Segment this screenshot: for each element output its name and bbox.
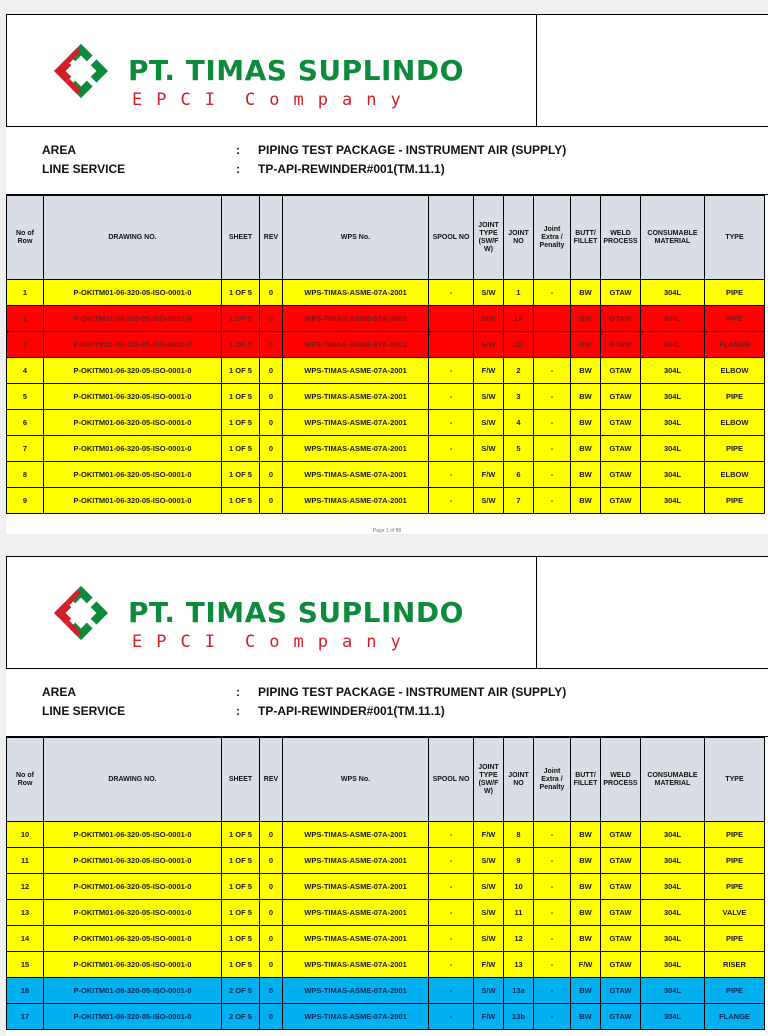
cell-joint-type: S/W	[474, 900, 504, 926]
cell-butt-fillet: BW	[571, 978, 601, 1004]
cell-joint-extra: -	[534, 822, 571, 848]
cell-butt-fillet: BW	[571, 848, 601, 874]
cell-joint-type: S/W	[474, 410, 504, 436]
table-row	[7, 848, 765, 874]
cell-weld-process: GTAW	[601, 306, 641, 332]
cell-joint-no: 13a	[504, 978, 534, 1004]
cell-rev: 0	[260, 874, 283, 900]
cell-row-number: 14	[7, 926, 44, 952]
cell-joint-extra: -	[534, 900, 571, 926]
table-row	[7, 822, 765, 848]
header-rev: REV	[260, 196, 283, 280]
cell-row-number: 17	[7, 1004, 44, 1030]
cell-drawing-no: P-OKITM01-06-320-05-ISO-0001-0	[44, 822, 222, 848]
cell-row-number: 1	[7, 280, 44, 306]
cell-sheet: 1 OF 5	[222, 462, 260, 488]
cell-weld-process: GTAW	[601, 358, 641, 384]
cell-row-number: 10	[7, 822, 44, 848]
cell-consumable-material: 304L	[641, 848, 705, 874]
cell-sheet: 1 OF 5	[222, 822, 260, 848]
cell-type: PIPE	[705, 978, 765, 1004]
cell-joint-type: F/W	[474, 462, 504, 488]
cell-butt-fillet: BW	[571, 358, 601, 384]
cell-type: ELBOW	[705, 358, 765, 384]
cell-weld-process: GTAW	[601, 1004, 641, 1030]
cell-spool-no: -	[429, 978, 474, 1004]
cell-butt-fillet: BW	[571, 306, 601, 332]
cell-weld-process: GTAW	[601, 332, 641, 358]
cell-drawing-no: P-OKITM01-06-320-05-ISO-0001-0	[44, 874, 222, 900]
area-colon: :	[236, 685, 240, 699]
cell-sheet: 1 OF 5	[222, 900, 260, 926]
cell-type: PIPE	[705, 280, 765, 306]
cell-drawing-no: P-OKITM01-06-320-05-ISO-0001-0	[44, 488, 222, 514]
cell-sheet: 1 OF 5	[222, 952, 260, 978]
table-row	[7, 358, 765, 384]
cell-wps-no: WPS-TIMAS-ASME-07A-2001	[283, 900, 429, 926]
cell-joint-type: F/W	[474, 358, 504, 384]
area-value: PIPING TEST PACKAGE - INSTRUMENT AIR (SUPPLY)	[258, 143, 567, 157]
cell-drawing-no: P-OKITM01-06-320-05-ISO-0001-0	[44, 462, 222, 488]
cell-joint-no: 13	[504, 952, 534, 978]
table-row	[7, 306, 765, 332]
header-weld-process: WELD PROCESS	[601, 196, 641, 280]
cell-joint-extra: -	[534, 306, 571, 332]
cell-weld-process: GTAW	[601, 874, 641, 900]
cell-wps-no: WPS-TIMAS-ASME-07A-2001	[283, 410, 429, 436]
cell-sheet: 1 OF 5	[222, 926, 260, 952]
cell-wps-no: WPS-TIMAS-ASME-07A-2001	[283, 358, 429, 384]
cell-joint-extra: -	[534, 874, 571, 900]
cell-joint-extra: -	[534, 280, 571, 306]
cell-joint-type: S/W	[474, 926, 504, 952]
cell-joint-no: 7	[504, 488, 534, 514]
line-service-label: LINE SERVICE	[42, 704, 126, 718]
cell-weld-process: GTAW	[601, 822, 641, 848]
cell-butt-fillet: BW	[571, 462, 601, 488]
cell-spool-no: -	[429, 1004, 474, 1030]
cell-spool-no: -	[429, 822, 474, 848]
cell-consumable-material: 304L	[641, 280, 705, 306]
info-block	[6, 127, 768, 195]
cell-type: FLANGE	[705, 332, 765, 358]
cell-spool-no: -	[429, 280, 474, 306]
line-service-value: TP-API-REWINDER#001(TM.11.1)	[258, 704, 445, 718]
cell-type: RISER	[705, 952, 765, 978]
cell-type: PIPE	[705, 436, 765, 462]
header-wps-no: WPS No.	[283, 196, 429, 280]
cell-spool-no: -	[429, 952, 474, 978]
cell-sheet: 1 OF 5	[222, 280, 260, 306]
cell-wps-no: WPS-TIMAS-ASME-07A-2001	[283, 822, 429, 848]
cell-wps-no: WPS-TIMAS-ASME-07A-2001	[283, 952, 429, 978]
cell-sheet: 1 OF 5	[222, 384, 260, 410]
cell-drawing-no: P-OKITM01-06-320-05-ISO-0001-0	[44, 280, 222, 306]
line-service-value: TP-API-REWINDER#001(TM.11.1)	[258, 162, 445, 176]
company-name: PT. TIMAS SUPLINDO	[128, 54, 464, 87]
company-subtitle: E P C I C o m p a n y	[132, 632, 401, 652]
cell-joint-extra: -	[534, 384, 571, 410]
cell-wps-no: WPS-TIMAS-ASME-07A-2001	[283, 462, 429, 488]
cell-joint-extra: -	[534, 436, 571, 462]
cell-butt-fillet: BW	[571, 384, 601, 410]
cell-joint-type: S/W	[474, 280, 504, 306]
cell-drawing-no: P-OKITM01-06-320-05-ISO-0001-0	[44, 952, 222, 978]
cell-butt-fillet: BW	[571, 822, 601, 848]
cell-joint-extra: -	[534, 952, 571, 978]
cell-consumable-material: 304L	[641, 874, 705, 900]
cell-type: PIPE	[705, 848, 765, 874]
cell-butt-fillet: BW	[571, 874, 601, 900]
cell-joint-extra: -	[534, 848, 571, 874]
cell-row-number: 13	[7, 900, 44, 926]
cell-row-number: 15	[7, 952, 44, 978]
cell-rev: 0	[260, 384, 283, 410]
cell-wps-no: WPS-TIMAS-ASME-07A-2001	[283, 306, 429, 332]
cell-drawing-no: P-OKITM01-06-320-05-ISO-0001-0	[44, 436, 222, 462]
cell-spool-no: -	[429, 332, 474, 358]
cell-consumable-material: 304L	[641, 436, 705, 462]
cell-joint-type: S/W	[474, 848, 504, 874]
cell-wps-no: WPS-TIMAS-ASME-07A-2001	[283, 848, 429, 874]
cell-joint-extra: -	[534, 332, 571, 358]
cell-type: ELBOW	[705, 462, 765, 488]
cell-drawing-no: P-OKITM01-06-320-05-ISO-0001-0	[44, 384, 222, 410]
cell-wps-no: WPS-TIMAS-ASME-07A-2001	[283, 874, 429, 900]
cell-row-number: 16	[7, 978, 44, 1004]
info-block	[6, 669, 768, 737]
cell-weld-process: GTAW	[601, 978, 641, 1004]
cell-weld-process: GTAW	[601, 952, 641, 978]
cell-weld-process: GTAW	[601, 900, 641, 926]
cell-consumable-material: 304L	[641, 822, 705, 848]
cell-butt-fillet: BW	[571, 488, 601, 514]
cell-joint-type: S/W	[474, 978, 504, 1004]
cell-butt-fillet: BW	[571, 926, 601, 952]
header-row-number: No of Row	[7, 196, 44, 280]
cell-sheet: 1 OF 5	[222, 436, 260, 462]
cell-spool-no: -	[429, 358, 474, 384]
cell-row-number: 7	[7, 436, 44, 462]
header-joint-type: JOINT TYPE (SW/F W)	[474, 738, 504, 822]
cell-consumable-material: 304L	[641, 384, 705, 410]
header-sheet: SHEET	[222, 196, 260, 280]
table-row	[7, 384, 765, 410]
cell-consumable-material: 304L	[641, 1004, 705, 1030]
cell-type: PIPE	[705, 306, 765, 332]
cell-joint-no: 9	[504, 848, 534, 874]
cell-consumable-material: 304L	[641, 358, 705, 384]
cell-joint-no: 1A	[504, 306, 534, 332]
cell-wps-no: WPS-TIMAS-ASME-07A-2001	[283, 1004, 429, 1030]
cell-type: PIPE	[705, 874, 765, 900]
table-row	[7, 462, 765, 488]
cell-joint-no: 1B	[504, 332, 534, 358]
cell-sheet: 2 OF 5	[222, 1004, 260, 1030]
cell-spool-no: -	[429, 900, 474, 926]
cell-spool-no: -	[429, 874, 474, 900]
cell-joint-extra: -	[534, 1004, 571, 1030]
company-name: PT. TIMAS SUPLINDO	[128, 596, 464, 629]
cell-rev: 0	[260, 978, 283, 1004]
cell-spool-no: -	[429, 462, 474, 488]
cell-sheet: 1 OF 5	[222, 358, 260, 384]
cell-wps-no: WPS-TIMAS-ASME-07A-2001	[283, 978, 429, 1004]
cell-joint-extra: -	[534, 488, 571, 514]
table-header-row	[7, 196, 765, 280]
cell-sheet: 1 OF 5	[222, 410, 260, 436]
cell-drawing-no: P-OKITM01-06-320-05-ISO-0001-0	[44, 926, 222, 952]
cell-weld-process: GTAW	[601, 462, 641, 488]
line-service-label: LINE SERVICE	[42, 162, 126, 176]
header-spool-no: SPOOL NO	[429, 196, 474, 280]
cell-weld-process: GTAW	[601, 410, 641, 436]
header-consumable-material: CONSUMABLE MATERIAL	[641, 196, 705, 280]
cell-joint-extra: -	[534, 926, 571, 952]
cell-butt-fillet: F/W	[571, 952, 601, 978]
cell-rev: 0	[260, 410, 283, 436]
cell-type: VALVE	[705, 900, 765, 926]
cell-spool-no: -	[429, 848, 474, 874]
area-label: AREA	[42, 685, 77, 699]
cell-joint-type: F/W	[474, 1004, 504, 1030]
cell-joint-type: F/W	[474, 952, 504, 978]
cell-sheet: 1 OF 5	[222, 332, 260, 358]
cell-joint-type: S/W	[474, 488, 504, 514]
cell-rev: 0	[260, 926, 283, 952]
cell-consumable-material: 304L	[641, 488, 705, 514]
table-row	[7, 874, 765, 900]
cell-spool-no: -	[429, 436, 474, 462]
cell-drawing-no: P-OKITM01-06-320-05-ISO-0001-0	[44, 900, 222, 926]
table-row	[7, 332, 765, 358]
cell-row-number: 8	[7, 462, 44, 488]
page-footer: Page 1 of 88	[372, 528, 402, 534]
cell-joint-extra: -	[534, 410, 571, 436]
cell-consumable-material: 304L	[641, 332, 705, 358]
cell-rev: 0	[260, 488, 283, 514]
table-row	[7, 926, 765, 952]
cell-sheet: 1 OF 5	[222, 848, 260, 874]
cell-butt-fillet: BW	[571, 280, 601, 306]
cell-butt-fillet: BW	[571, 900, 601, 926]
cell-sheet: 1 OF 5	[222, 306, 260, 332]
cell-row-number: 3	[7, 332, 44, 358]
cell-drawing-no: P-OKITM01-06-320-05-ISO-0001-0	[44, 978, 222, 1004]
area-value: PIPING TEST PACKAGE - INSTRUMENT AIR (SUPPLY)	[258, 685, 567, 699]
cell-weld-process: GTAW	[601, 280, 641, 306]
document-page-1	[6, 14, 768, 534]
cell-wps-no: WPS-TIMAS-ASME-07A-2001	[283, 926, 429, 952]
cell-consumable-material: 304L	[641, 410, 705, 436]
cell-spool-no: -	[429, 926, 474, 952]
cell-type: FLANGE	[705, 1004, 765, 1030]
cell-joint-type: F/W	[474, 822, 504, 848]
cell-spool-no: -	[429, 488, 474, 514]
cell-wps-no: WPS-TIMAS-ASME-07A-2001	[283, 332, 429, 358]
header-butt-fillet: BUTT/ FILLET	[571, 196, 601, 280]
cell-drawing-no: P-OKITM01-06-320-05-ISO-0001-0	[44, 306, 222, 332]
cell-rev: 0	[260, 332, 283, 358]
cell-joint-type: S/W	[474, 332, 504, 358]
cell-row-number: 11	[7, 848, 44, 874]
cell-consumable-material: 304L	[641, 952, 705, 978]
cell-weld-process: GTAW	[601, 436, 641, 462]
company-subtitle: E P C I C o m p a n y	[132, 90, 401, 110]
header-joint-no: JOINT NO	[504, 738, 534, 822]
cell-butt-fillet: BW	[571, 1004, 601, 1030]
cell-spool-no: -	[429, 384, 474, 410]
cell-wps-no: WPS-TIMAS-ASME-07A-2001	[283, 488, 429, 514]
cell-spool-no: -	[429, 410, 474, 436]
header-drawing-no: DRAWING NO.	[44, 196, 222, 280]
cell-joint-no: 4	[504, 410, 534, 436]
cell-drawing-no: P-OKITM01-06-320-05-ISO-0001-0	[44, 848, 222, 874]
cell-row-number: 12	[7, 874, 44, 900]
weld-list-table-2	[6, 737, 765, 1030]
cell-rev: 0	[260, 358, 283, 384]
cell-weld-process: GTAW	[601, 488, 641, 514]
header-wps-no: WPS No.	[283, 738, 429, 822]
cell-joint-no: 8	[504, 822, 534, 848]
cell-joint-no: 6	[504, 462, 534, 488]
cell-type: PIPE	[705, 384, 765, 410]
cell-sheet: 1 OF 5	[222, 874, 260, 900]
cell-wps-no: WPS-TIMAS-ASME-07A-2001	[283, 280, 429, 306]
cell-joint-type: S/W	[474, 384, 504, 410]
table-header-row	[7, 738, 765, 822]
cell-rev: 0	[260, 848, 283, 874]
cell-type: ELBOW	[705, 410, 765, 436]
cell-butt-fillet: BW	[571, 332, 601, 358]
cell-type: PIPE	[705, 926, 765, 952]
line-service-colon: :	[236, 162, 240, 176]
header-sheet: SHEET	[222, 738, 260, 822]
cell-consumable-material: 304L	[641, 306, 705, 332]
document-page-2	[6, 556, 768, 1036]
cell-type: PIPE	[705, 822, 765, 848]
cell-row-number: 6	[7, 410, 44, 436]
cell-rev: 0	[260, 280, 283, 306]
cell-rev: 0	[260, 306, 283, 332]
cell-joint-no: 11	[504, 900, 534, 926]
table-row	[7, 900, 765, 926]
cell-drawing-no: P-OKITM01-06-320-05-ISO-0001-0	[44, 1004, 222, 1030]
area-label: AREA	[42, 143, 77, 157]
cell-type: PIPE	[705, 488, 765, 514]
cell-consumable-material: 304L	[641, 978, 705, 1004]
cell-joint-extra: -	[534, 358, 571, 384]
cell-wps-no: WPS-TIMAS-ASME-07A-2001	[283, 384, 429, 410]
cell-joint-extra: -	[534, 462, 571, 488]
area-colon: :	[236, 143, 240, 157]
weld-list-table-1	[6, 195, 765, 514]
cell-joint-type: S/W	[474, 874, 504, 900]
line-service-colon: :	[236, 704, 240, 718]
cell-joint-type: S/W	[474, 306, 504, 332]
cell-weld-process: GTAW	[601, 848, 641, 874]
cell-drawing-no: P-OKITM01-06-320-05-ISO-0001-0	[44, 410, 222, 436]
cell-row-number: 4	[7, 358, 44, 384]
cell-row-number: 2	[7, 306, 44, 332]
table-row	[7, 1004, 765, 1030]
cell-joint-no: 13b	[504, 1004, 534, 1030]
cell-row-number: 5	[7, 384, 44, 410]
header-joint-extra: Joint Extra / Penalty	[534, 738, 571, 822]
header-type: TYPE	[705, 738, 765, 822]
table-row	[7, 410, 765, 436]
cell-joint-type: S/W	[474, 436, 504, 462]
header-spool-no: SPOOL NO	[429, 738, 474, 822]
cell-joint-no: 10	[504, 874, 534, 900]
cell-joint-no: 2	[504, 358, 534, 384]
cell-drawing-no: P-OKITM01-06-320-05-ISO-0001-0	[44, 332, 222, 358]
cell-rev: 0	[260, 462, 283, 488]
cell-joint-no: 5	[504, 436, 534, 462]
header-butt-fillet: BUTT/ FILLET	[571, 738, 601, 822]
cell-rev: 0	[260, 1004, 283, 1030]
header-weld-process: WELD PROCESS	[601, 738, 641, 822]
header-joint-extra: Joint Extra / Penalty	[534, 196, 571, 280]
cell-rev: 0	[260, 822, 283, 848]
cell-sheet: 1 OF 5	[222, 488, 260, 514]
header-type: TYPE	[705, 196, 765, 280]
cell-rev: 0	[260, 436, 283, 462]
table-row	[7, 436, 765, 462]
cell-consumable-material: 304L	[641, 462, 705, 488]
header-consumable-material: CONSUMABLE MATERIAL	[641, 738, 705, 822]
cell-drawing-no: P-OKITM01-06-320-05-ISO-0001-0	[44, 358, 222, 384]
cell-row-number: 9	[7, 488, 44, 514]
cell-wps-no: WPS-TIMAS-ASME-07A-2001	[283, 436, 429, 462]
cell-weld-process: GTAW	[601, 926, 641, 952]
cell-consumable-material: 304L	[641, 926, 705, 952]
cell-consumable-material: 304L	[641, 900, 705, 926]
header-frame	[6, 556, 768, 669]
table-row	[7, 280, 765, 306]
header-row-number: No of Row	[7, 738, 44, 822]
header-joint-type: JOINT TYPE (SW/F W)	[474, 196, 504, 280]
header-joint-no: JOINT NO	[504, 196, 534, 280]
cell-joint-extra: -	[534, 978, 571, 1004]
table-row	[7, 978, 765, 1004]
cell-sheet: 2 OF 5	[222, 978, 260, 1004]
header-rev: REV	[260, 738, 283, 822]
cell-weld-process: GTAW	[601, 384, 641, 410]
cell-butt-fillet: BW	[571, 436, 601, 462]
table-row	[7, 952, 765, 978]
cell-joint-no: 1	[504, 280, 534, 306]
header-frame	[6, 14, 768, 127]
cell-spool-no: -	[429, 306, 474, 332]
cell-butt-fillet: BW	[571, 410, 601, 436]
cell-rev: 0	[260, 900, 283, 926]
header-drawing-no: DRAWING NO.	[44, 738, 222, 822]
cell-joint-no: 3	[504, 384, 534, 410]
cell-rev: 0	[260, 952, 283, 978]
cell-joint-no: 12	[504, 926, 534, 952]
table-row	[7, 488, 765, 514]
